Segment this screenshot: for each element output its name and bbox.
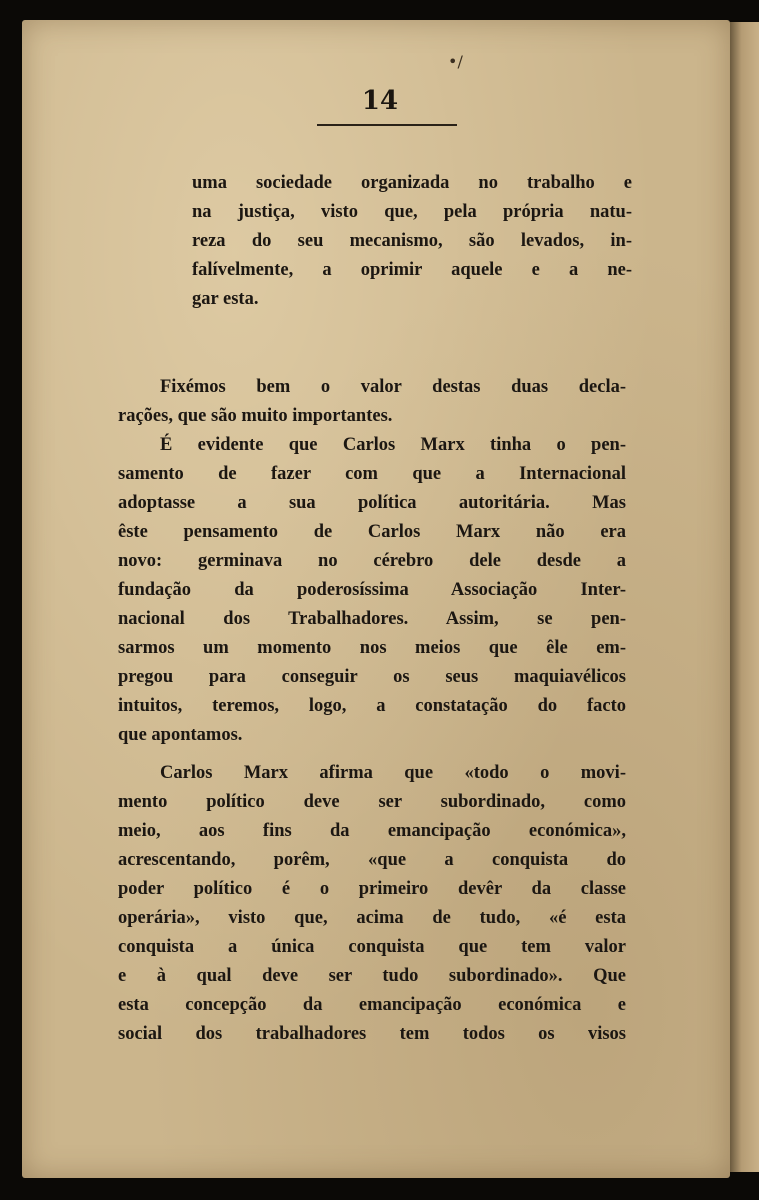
text-line: que apontamos.: [118, 725, 243, 745]
ink-mark: •/: [448, 52, 463, 71]
text-line: social dos trabalhadores tem todos os visos: [118, 1024, 626, 1044]
text-line: acrescentando, porêm, «que a conquista do: [118, 850, 626, 870]
text-line: É evidente que Carlos Marx tinha o pen-: [160, 435, 626, 455]
text-line: rações, que são muito importantes.: [118, 406, 393, 426]
text-line: samento de fazer com que a Internacional: [118, 464, 626, 484]
next-page-edge: [730, 22, 759, 1172]
text-line: intuitos, teremos, logo, a constatação do facto: [118, 696, 626, 716]
text-line: pregou para conseguir os seus maquiavélicos: [118, 667, 626, 687]
text-line: reza do seu mecanismo, são levados, in-: [192, 231, 632, 251]
text-line: fundação da poderosíssima Associação Inter-: [118, 580, 626, 600]
text-line: mento político deve ser subordinado, como: [118, 792, 626, 812]
text-line: novo: germinava no cérebro dele desde a: [118, 551, 626, 571]
text-line: êste pensamento de Carlos Marx não era: [118, 522, 626, 542]
text-line: adoptasse a sua política autoritária. Mas: [118, 493, 626, 513]
text-line: na justiça, visto que, pela própria natu-: [192, 202, 632, 222]
text-line: meio, aos fins da emancipação económica»,: [118, 821, 626, 841]
header-rule: [317, 124, 457, 126]
text-line: gar esta.: [192, 289, 259, 309]
text-line: falívelmente, a oprimir aquele e a ne-: [192, 260, 632, 280]
text-line: conquista a única conquista que tem valor: [118, 937, 626, 957]
text-line: sarmos um momento nos meios que êle em-: [118, 638, 626, 658]
text-line: e à qual deve ser tudo subordinado». Que: [118, 966, 626, 986]
text-line: Fixémos bem o valor destas duas decla-: [160, 377, 626, 397]
text-line: esta concepção da emancipação económica e: [118, 995, 626, 1015]
text-line: poder político é o primeiro devêr da classe: [118, 879, 626, 899]
text-line: Carlos Marx afirma que «todo o movi-: [160, 763, 626, 783]
page-number: 14: [361, 86, 399, 116]
text-line: operária», visto que, acima de tudo, «é esta: [118, 908, 626, 928]
text-line: uma sociedade organizada no trabalho e: [192, 173, 632, 193]
text-line: nacional dos Trabalhadores. Assim, se pen-: [118, 609, 626, 629]
